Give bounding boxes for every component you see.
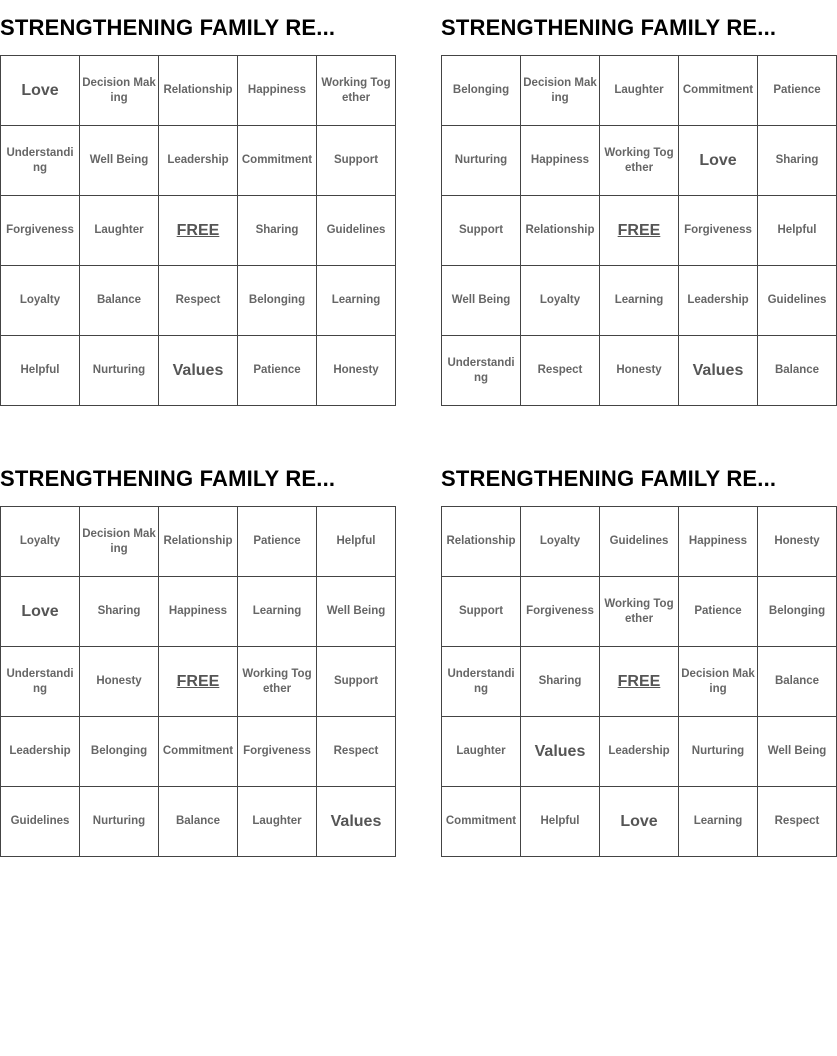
grid-row	[442, 577, 837, 647]
grid-cell: Helpful	[521, 787, 600, 857]
free-space: FREE	[600, 647, 679, 717]
grid-cell: Well Being	[758, 717, 837, 787]
grid-cell: Guidelines	[317, 196, 396, 266]
grid-cell: Support	[442, 577, 521, 647]
grid-cell: Honesty	[758, 507, 837, 577]
grid-cell: Loyalty	[1, 266, 80, 336]
grid-cell: Decision Making	[521, 56, 600, 126]
grid-row	[1, 647, 396, 717]
grid-cell: Loyalty	[1, 507, 80, 577]
grid-cell: Understanding	[1, 647, 80, 717]
grid-row	[1, 196, 396, 266]
grid-cell: Leadership	[159, 126, 238, 196]
grid-cell: Guidelines	[758, 266, 837, 336]
grid-cell: Balance	[80, 266, 159, 336]
grid-row	[442, 126, 837, 196]
grid-cell: Belonging	[238, 266, 317, 336]
grid-cell: Understanding	[442, 647, 521, 717]
grid-cell: Working Together	[600, 577, 679, 647]
bingo-grid	[0, 55, 396, 406]
grid-cell: Well Being	[442, 266, 521, 336]
bingo-grid	[441, 55, 837, 406]
bingo-card-4	[441, 463, 827, 830]
grid-row	[442, 647, 837, 717]
bingo-card-3	[0, 463, 386, 830]
grid-row	[442, 56, 837, 126]
grid-cell: Belonging	[80, 717, 159, 787]
grid-cell: Understanding	[1, 126, 80, 196]
grid-cell: Support	[317, 126, 396, 196]
grid-cell: Patience	[758, 56, 837, 126]
grid-cell: Sharing	[80, 577, 159, 647]
grid-row	[442, 507, 837, 577]
grid-cell: Relationship	[442, 507, 521, 577]
card-title: STRENGTHENING FAMILY RE...	[441, 466, 777, 491]
grid-cell: Laughter	[600, 56, 679, 126]
grid-cell: Honesty	[600, 336, 679, 406]
grid-row	[1, 577, 396, 647]
grid-cell: Forgiveness	[679, 196, 758, 266]
grid-cell: Patience	[238, 336, 317, 406]
grid-row	[442, 196, 837, 266]
grid-cell: Relationship	[159, 507, 238, 577]
grid-row	[1, 126, 396, 196]
grid-row	[1, 56, 396, 126]
grid-cell: Love	[1, 56, 80, 126]
grid-cell: Helpful	[317, 507, 396, 577]
grid-cell: Forgiveness	[238, 717, 317, 787]
card-title: STRENGTHENING FAMILY RE...	[0, 466, 336, 491]
free-space: FREE	[159, 196, 238, 266]
grid-cell: Support	[442, 196, 521, 266]
grid-cell: Happiness	[679, 507, 758, 577]
grid-cell: Belonging	[758, 577, 837, 647]
grid-row	[1, 507, 396, 577]
grid-cell: Learning	[600, 266, 679, 336]
grid-cell: Patience	[238, 507, 317, 577]
grid-cell: Nurturing	[80, 787, 159, 857]
grid-cell: Respect	[758, 787, 837, 857]
grid-cell: Nurturing	[679, 717, 758, 787]
grid-cell: Honesty	[317, 336, 396, 406]
grid-cell: Helpful	[758, 196, 837, 266]
grid-cell: Nurturing	[442, 126, 521, 196]
grid-cell: Respect	[521, 336, 600, 406]
grid-cell: Balance	[159, 787, 238, 857]
grid-cell: Love	[600, 787, 679, 857]
grid-row	[442, 336, 837, 406]
grid-cell: Happiness	[238, 56, 317, 126]
grid-cell: Well Being	[317, 577, 396, 647]
bingo-card-2	[441, 12, 827, 384]
grid-cell: Leadership	[679, 266, 758, 336]
grid-cell: Support	[317, 647, 396, 717]
grid-cell: Working Together	[600, 126, 679, 196]
grid-cell: Values	[521, 717, 600, 787]
grid-cell: Commitment	[679, 56, 758, 126]
grid-cell: Sharing	[238, 196, 317, 266]
grid-cell: Understanding	[442, 336, 521, 406]
grid-cell: Honesty	[80, 647, 159, 717]
grid-cell: Relationship	[521, 196, 600, 266]
bingo-card-1	[0, 12, 391, 379]
grid-cell: Guidelines	[600, 507, 679, 577]
grid-row	[1, 787, 396, 857]
grid-row	[442, 266, 837, 336]
grid-cell: Learning	[238, 577, 317, 647]
grid-cell: Forgiveness	[1, 196, 80, 266]
grid-cell: Respect	[159, 266, 238, 336]
grid-cell: Working Together	[238, 647, 317, 717]
grid-row	[1, 717, 396, 787]
grid-cell: Laughter	[80, 196, 159, 266]
bingo-grid	[441, 506, 837, 857]
grid-cell: Relationship	[159, 56, 238, 126]
bingo-grid	[0, 506, 396, 857]
grid-cell: Well Being	[80, 126, 159, 196]
grid-cell: Laughter	[238, 787, 317, 857]
grid-cell: Leadership	[1, 717, 80, 787]
grid-cell: Laughter	[442, 717, 521, 787]
free-space: FREE	[600, 196, 679, 266]
grid-cell: Values	[317, 787, 396, 857]
grid-cell: Belonging	[442, 56, 521, 126]
grid-cell: Patience	[679, 577, 758, 647]
grid-cell: Learning	[679, 787, 758, 857]
grid-row	[442, 787, 837, 857]
grid-cell: Forgiveness	[521, 577, 600, 647]
grid-cell: Guidelines	[1, 787, 80, 857]
grid-cell: Happiness	[521, 126, 600, 196]
grid-cell: Commitment	[159, 717, 238, 787]
grid-row	[442, 717, 837, 787]
grid-cell: Decision Making	[679, 647, 758, 717]
grid-cell: Values	[679, 336, 758, 406]
grid-cell: Values	[159, 336, 238, 406]
grid-cell: Commitment	[442, 787, 521, 857]
grid-row	[1, 336, 396, 406]
grid-cell: Commitment	[238, 126, 317, 196]
grid-cell: Decision Making	[80, 507, 159, 577]
grid-cell: Love	[679, 126, 758, 196]
card-title: STRENGTHENING FAMILY RE...	[441, 15, 777, 40]
grid-cell: Helpful	[1, 336, 80, 406]
grid-cell: Balance	[758, 647, 837, 717]
grid-cell: Love	[1, 577, 80, 647]
grid-cell: Working Together	[317, 56, 396, 126]
grid-row	[1, 266, 396, 336]
grid-cell: Decision Making	[80, 56, 159, 126]
grid-cell: Learning	[317, 266, 396, 336]
grid-cell: Loyalty	[521, 266, 600, 336]
free-space: FREE	[159, 647, 238, 717]
grid-cell: Balance	[758, 336, 837, 406]
grid-cell: Respect	[317, 717, 396, 787]
grid-cell: Nurturing	[80, 336, 159, 406]
card-title: STRENGTHENING FAMILY RE...	[0, 15, 336, 40]
grid-cell: Happiness	[159, 577, 238, 647]
grid-cell: Sharing	[521, 647, 600, 717]
grid-cell: Loyalty	[521, 507, 600, 577]
grid-cell: Sharing	[758, 126, 837, 196]
grid-cell: Leadership	[600, 717, 679, 787]
